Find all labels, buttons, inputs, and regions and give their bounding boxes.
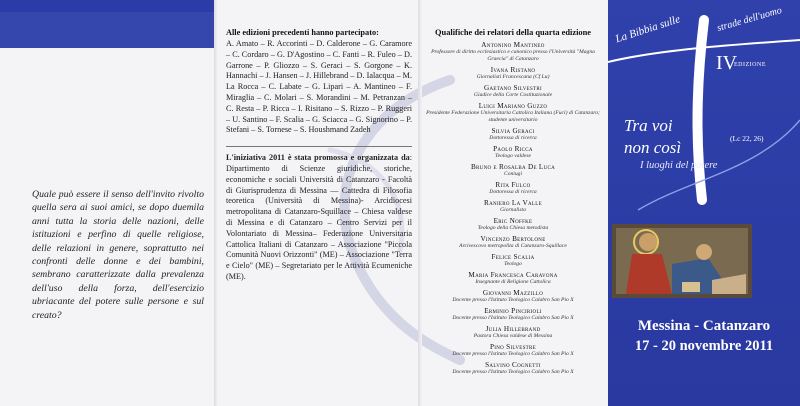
speaker-role: Professore di diritto ecclesiastico e canonico presso l'Università "Magna Graecia" di Catanzaro xyxy=(431,49,595,62)
speaker-entry xyxy=(424,343,602,358)
speaker-role: Dottoressa di ricerca xyxy=(489,189,537,195)
speaker-role: Insegnante di Religione Cattolica xyxy=(475,279,551,285)
speaker-entry xyxy=(424,289,602,304)
fold-line xyxy=(418,0,422,406)
speaker-name: Pino Silvestre xyxy=(489,343,537,351)
speaker-role: Docente presso l'Istituto Teologico Calabro San Pio X xyxy=(452,369,574,375)
speaker-role: Teologo xyxy=(504,261,522,267)
speaker-role: Docente presso l'Istituto Teologico Calabro San Pio X xyxy=(452,351,574,357)
organizers-text: : Dipartimento di Scienze giuridiche, storiche, economiche e sociali Università di Catanzaro - Facoltà di Giurisprudenza di Messina — Cattedra di Filosofia teoretica (Università di Messina)- Arcidiocesi metropolitana di Catanzaro-Squillace – Chiesa valdese di Messina e di Catanzaro – Centro Servizi per il Volontariato di Messina– Federazione Universitaria Cattolica Italiani di Catanzaro – Associazione "Piccola Comunità Nuovi Orizzonti" (ME) – Associazione "Terra e Cielo" (ME) – Segretariato per le Attività Ecumeniche (ME). xyxy=(226,153,412,281)
speaker-role: Giornalisti Francescana (Cf Lu) xyxy=(476,74,550,80)
speaker-role: Giornalista xyxy=(500,207,526,213)
speaker-entry xyxy=(424,217,602,232)
speaker-entry xyxy=(424,235,602,250)
speaker-name: Felice Scalia xyxy=(491,253,535,261)
left-panel xyxy=(0,0,214,406)
speaker-name: Bruno e Rosalba De Luca xyxy=(470,163,556,171)
speaker-entry xyxy=(424,307,602,322)
speaker-name: Maria Francesca Caravona xyxy=(468,271,558,279)
speaker-entry xyxy=(424,145,602,160)
past-editions-title: Alle edizioni precedenti hanno partecipato: xyxy=(226,28,379,37)
speaker-role: Giudice della Corte Costituzionale xyxy=(473,92,553,98)
speakers-list xyxy=(424,28,602,379)
speaker-name: Rita Fulco xyxy=(495,181,531,189)
speaker-name: Vincenzo Bertolone xyxy=(480,235,546,243)
speaker-name: Eric Noffke xyxy=(493,217,533,225)
speaker-role: Docente presso l'Istituto Teologico Calabro San Pio X xyxy=(452,315,574,321)
speaker-name: Luigi Mariano Guzzo xyxy=(478,102,548,110)
speaker-role: Arcivescovo metropolita di Catanzaro-Squillace xyxy=(459,243,567,249)
speaker-name: Gaetano Silvestri xyxy=(484,84,542,92)
speaker-entry xyxy=(424,163,602,178)
fold-line xyxy=(214,0,218,406)
speaker-role: Docente presso l'Istituto Teologico Calabro San Pio X xyxy=(452,297,574,303)
event-dates: 17 - 20 novembre 2011 xyxy=(634,338,774,354)
speaker-name: Paolo Ricca xyxy=(493,145,533,153)
cover-subtitle-2: strade dell'uomo xyxy=(715,4,784,35)
intro-quote: Quale può essere il senso dell'invito rivolto quella sera ai suoi amici, se dopo duemila anni tutta la storia delle nazioni, delle istituzioni e perfino di quelle religiose, delle relazioni in genere, soprattutto nei confronti delle donne e dei bambini, sembrano caratterizzate dalla prevalenza dell'uso della forza, dell'esercizio ubriacante del potere sulle persone e sul creato? xyxy=(32,189,204,321)
cover-subtitle: La Bibbia sulle xyxy=(614,13,682,46)
speaker-entry xyxy=(424,127,602,142)
speaker-name: Julia Hillebrand xyxy=(485,325,541,333)
speaker-name: Salvino Cognetti xyxy=(485,361,541,369)
speaker-entry xyxy=(424,84,602,99)
speaker-entry xyxy=(424,41,602,63)
cover-tagline: I luoghi del potere xyxy=(640,160,718,171)
speaker-name: Antonino Mantineo xyxy=(481,41,545,49)
organizers-title: L'iniziativa 2011 è stata promossa e organizzata da xyxy=(226,153,410,163)
bible-reference: (Lc 22, 26) xyxy=(730,134,764,143)
edition-label: EDIZIONE xyxy=(734,62,766,68)
speaker-role: Teologo valdese xyxy=(495,153,531,159)
speaker-entry xyxy=(424,253,602,268)
cover-panel xyxy=(608,0,800,406)
painting-image xyxy=(612,224,752,298)
speaker-entry xyxy=(424,66,602,81)
organizers-paragraph xyxy=(226,153,412,283)
speaker-name: Silvia Geraci xyxy=(491,127,535,135)
speaker-name: Giovanni Mazzillo xyxy=(482,289,544,297)
speaker-name: Raniero La Valle xyxy=(484,199,542,207)
edition-number: IV xyxy=(716,52,738,74)
speaker-name: Ivana Ristano xyxy=(490,66,536,74)
speaker-role: Pastora Chiesa valdese di Messina xyxy=(473,333,553,339)
past-editions-names: A. Amato – R. Accorinti – D. Calderone – G. Caramore – C. Cordaro – G. D'Agostino – C. Fanti – R. Fuleo – D. Garrone – P. Gliozzo – S. Geraci – S. Gorgone – K. Hannachi – J. Hansen – J. Hillebrand – D. Ialacqua – M. La Rocca – C. Labate – G. Lipari – A. Mantineo – F. Miraglia – C. Molari – S. Morandini – M. Petranzan – C. Resta – P. Ricca – I. Risitano – S. Rizzo – P. Ruggeri – U. Santino – F. Scalia – G. Sciacca – G. Signorino – P. Stefani – S. Tornese – S. Houshmand Zadeh xyxy=(226,39,412,135)
divider xyxy=(226,146,412,147)
speakers-header: Qualifiche dei relatori della quarta edizione xyxy=(435,28,591,37)
left-blue-band-lower xyxy=(0,12,214,48)
speaker-role: Dottoressa di ricerca xyxy=(489,135,537,141)
left-blue-band xyxy=(0,0,214,12)
speaker-role: Presidente Federazione Universitaria Cattolica Italiana (Fuci) di Catanzaro; studente universitario xyxy=(426,110,600,123)
middle-panel xyxy=(226,28,412,283)
speaker-entry xyxy=(424,199,602,214)
speaker-entry xyxy=(424,361,602,376)
speaker-entry xyxy=(424,102,602,124)
cover-title-line1: Tra voi xyxy=(624,116,673,135)
speaker-entry xyxy=(424,325,602,340)
speaker-name: Erminio Pincirioli xyxy=(484,307,542,315)
speaker-role: Teologo della Chiesa metodista xyxy=(477,225,549,231)
speaker-entry xyxy=(424,181,602,196)
speaker-entry xyxy=(424,271,602,286)
cover-title-line2: non così xyxy=(624,138,682,157)
event-cities: Messina - Catanzaro xyxy=(637,318,771,334)
speaker-role: Coniugi xyxy=(503,171,523,177)
